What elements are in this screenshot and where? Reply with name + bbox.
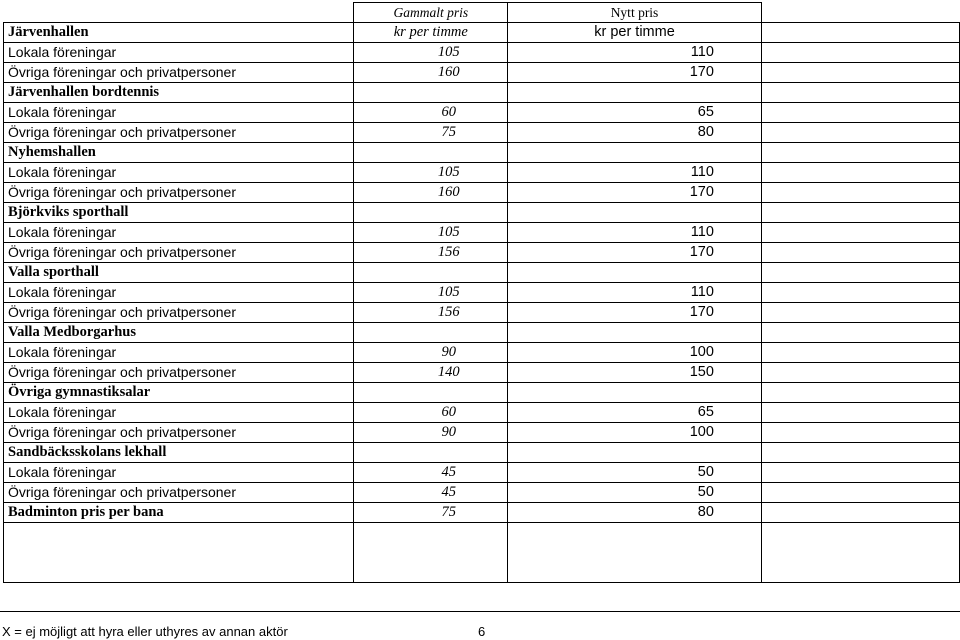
filler-cell xyxy=(761,283,959,303)
row-label: Övriga föreningar och privatpersoner xyxy=(4,183,354,203)
section-title: Sandbäcksskolans lekhall xyxy=(4,443,354,463)
filler-cell xyxy=(761,263,959,283)
blank-cell xyxy=(4,523,354,583)
old-price-cell: 105 xyxy=(354,283,508,303)
page-number: 6 xyxy=(478,624,486,639)
table-row xyxy=(4,383,960,403)
old-price-cell xyxy=(354,323,508,343)
row-label: Övriga föreningar och privatpersoner xyxy=(4,243,354,263)
new-price-cell: 100 xyxy=(508,343,762,363)
table-row xyxy=(4,343,960,363)
new-price-cell: 110 xyxy=(508,283,762,303)
old-price-cell: 75 xyxy=(354,503,508,523)
new-price-cell: 170 xyxy=(508,63,762,83)
price-table-wrapper xyxy=(3,2,960,583)
section-title: Valla sporthall xyxy=(4,263,354,283)
filler-cell xyxy=(761,383,959,403)
table-header-row xyxy=(4,3,960,23)
table-row xyxy=(4,203,960,223)
old-price-cell: 156 xyxy=(354,303,508,323)
section-title: Badminton pris per bana xyxy=(4,503,354,523)
row-label: Lokala föreningar xyxy=(4,43,354,63)
new-price-cell xyxy=(508,323,762,343)
new-price-cell: kr per timme xyxy=(508,23,762,43)
new-price-cell: 65 xyxy=(508,403,762,423)
table-row xyxy=(4,423,960,443)
table-row xyxy=(4,283,960,303)
new-price-cell: 110 xyxy=(508,43,762,63)
new-price-cell: 170 xyxy=(508,303,762,323)
row-label: Övriga föreningar och privatpersoner xyxy=(4,123,354,143)
new-price-cell: 50 xyxy=(508,463,762,483)
new-price-cell xyxy=(508,263,762,283)
blank-cell xyxy=(508,523,762,583)
new-price-cell: 80 xyxy=(508,503,762,523)
filler-cell xyxy=(761,343,959,363)
table-row xyxy=(4,503,960,523)
filler-cell xyxy=(761,403,959,423)
table-row xyxy=(4,223,960,243)
filler-cell xyxy=(761,83,959,103)
row-label: Övriga föreningar och privatpersoner xyxy=(4,303,354,323)
old-price-cell: 156 xyxy=(354,243,508,263)
new-price-cell: 65 xyxy=(508,103,762,123)
filler-cell xyxy=(761,423,959,443)
old-price-cell: 90 xyxy=(354,423,508,443)
table-row xyxy=(4,123,960,143)
table-row xyxy=(4,23,960,43)
filler-cell xyxy=(761,203,959,223)
row-label: Lokala föreningar xyxy=(4,403,354,423)
section-title: Övriga gymnastiksalar xyxy=(4,383,354,403)
old-price-cell: 105 xyxy=(354,43,508,63)
filler-cell xyxy=(761,463,959,483)
old-price-cell xyxy=(354,383,508,403)
row-label: Lokala föreningar xyxy=(4,343,354,363)
new-price-cell: 170 xyxy=(508,243,762,263)
filler-cell xyxy=(761,143,959,163)
old-price-cell xyxy=(354,83,508,103)
old-price-cell: 75 xyxy=(354,123,508,143)
filler-cell xyxy=(761,223,959,243)
old-price-cell: 45 xyxy=(354,463,508,483)
header-old-price: Gammalt pris xyxy=(354,3,508,23)
table-row xyxy=(4,83,960,103)
section-title: Björkviks sporthall xyxy=(4,203,354,223)
section-title: Valla Medborgarhus xyxy=(4,323,354,343)
old-price-cell xyxy=(354,263,508,283)
new-price-cell xyxy=(508,83,762,103)
header-filler-cell xyxy=(761,3,959,23)
old-price-cell: 160 xyxy=(354,63,508,83)
filler-cell xyxy=(761,23,959,43)
row-label: Övriga föreningar och privatpersoner xyxy=(4,483,354,503)
row-label: Lokala föreningar xyxy=(4,283,354,303)
table-row xyxy=(4,263,960,283)
filler-cell xyxy=(761,363,959,383)
row-label: Lokala föreningar xyxy=(4,463,354,483)
new-price-cell: 110 xyxy=(508,163,762,183)
row-label: Lokala föreningar xyxy=(4,103,354,123)
old-price-cell xyxy=(354,443,508,463)
new-price-cell: 100 xyxy=(508,423,762,443)
old-price-cell: 45 xyxy=(354,483,508,503)
table-row xyxy=(4,443,960,463)
table-row xyxy=(4,243,960,263)
new-price-cell xyxy=(508,383,762,403)
blank-row xyxy=(4,523,960,583)
filler-cell xyxy=(761,183,959,203)
footer-divider xyxy=(0,611,960,612)
filler-cell xyxy=(761,443,959,463)
table-row xyxy=(4,483,960,503)
section-title: Nyhemshallen xyxy=(4,143,354,163)
price-table xyxy=(3,2,960,583)
header-empty-cell xyxy=(4,3,354,23)
old-price-cell: 105 xyxy=(354,223,508,243)
filler-cell xyxy=(761,63,959,83)
new-price-cell: 50 xyxy=(508,483,762,503)
table-row xyxy=(4,163,960,183)
table-row xyxy=(4,363,960,383)
new-price-cell xyxy=(508,143,762,163)
filler-cell xyxy=(761,43,959,63)
table-row xyxy=(4,323,960,343)
filler-cell xyxy=(761,323,959,343)
table-row xyxy=(4,43,960,63)
section-title: Järvenhallen xyxy=(4,23,354,43)
row-label: Övriga föreningar och privatpersoner xyxy=(4,423,354,443)
old-price-cell xyxy=(354,203,508,223)
new-price-cell: 110 xyxy=(508,223,762,243)
filler-cell xyxy=(761,163,959,183)
new-price-cell xyxy=(508,443,762,463)
filler-cell xyxy=(761,303,959,323)
new-price-cell xyxy=(508,203,762,223)
section-title: Järvenhallen bordtennis xyxy=(4,83,354,103)
filler-cell xyxy=(761,243,959,263)
table-row xyxy=(4,303,960,323)
header-new-price: Nytt pris xyxy=(508,3,762,23)
old-price-cell: 60 xyxy=(354,403,508,423)
filler-cell xyxy=(761,503,959,523)
old-price-cell xyxy=(354,143,508,163)
filler-cell xyxy=(761,483,959,503)
footer-note: X = ej möjligt att hyra eller uthyres av annan aktör xyxy=(2,624,288,639)
old-price-cell: 60 xyxy=(354,103,508,123)
blank-cell xyxy=(761,523,959,583)
table-row xyxy=(4,63,960,83)
row-label: Lokala föreningar xyxy=(4,223,354,243)
filler-cell xyxy=(761,103,959,123)
blank-cell xyxy=(354,523,508,583)
table-row xyxy=(4,183,960,203)
new-price-cell: 170 xyxy=(508,183,762,203)
table-row xyxy=(4,403,960,423)
table-row xyxy=(4,143,960,163)
row-label: Övriga föreningar och privatpersoner xyxy=(4,363,354,383)
new-price-cell: 150 xyxy=(508,363,762,383)
old-price-cell: 105 xyxy=(354,163,508,183)
old-price-cell: kr per timme xyxy=(354,23,508,43)
old-price-cell: 90 xyxy=(354,343,508,363)
old-price-cell: 160 xyxy=(354,183,508,203)
old-price-cell: 140 xyxy=(354,363,508,383)
table-row xyxy=(4,463,960,483)
filler-cell xyxy=(761,123,959,143)
new-price-cell: 80 xyxy=(508,123,762,143)
row-label: Lokala föreningar xyxy=(4,163,354,183)
table-row xyxy=(4,103,960,123)
price-table-body xyxy=(4,3,960,583)
row-label: Övriga föreningar och privatpersoner xyxy=(4,63,354,83)
